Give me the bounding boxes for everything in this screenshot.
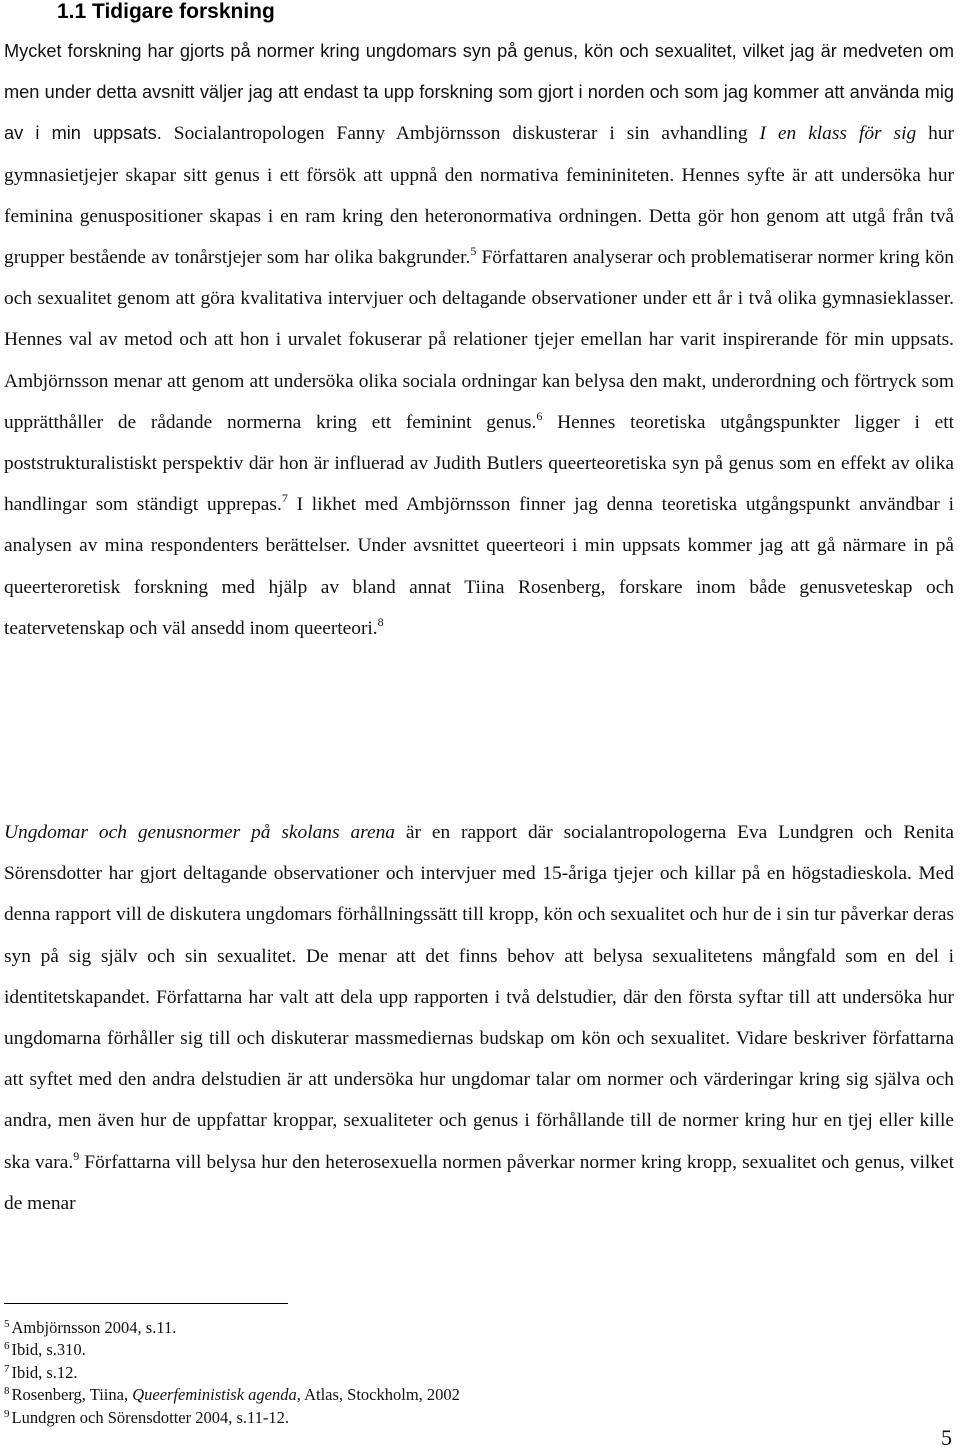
footnote-8 <box>4 1384 804 1406</box>
footnote-reference[interactable]: 6 <box>536 408 543 423</box>
paragraph-ambjornsson <box>4 31 954 649</box>
footnote-text: Lundgren och Sörensdotter 2004, s.11-12. <box>11 1407 290 1427</box>
footnote-number: 5 <box>4 1318 10 1330</box>
footnote-text: Ibid, s.310. <box>11 1340 86 1360</box>
paragraph-text: I likhet med Ambjörnsson finner jag denna teoretiska utgångspunkt användbar i analysen av mina respondenters berättelser. Under avsnittet queerteori i min uppsats kommer jag att gå närmare in på queerteroretisk forskning med hjälp av bland annat Tiina Rosenberg, forskare inom både genusveteskap och teatervetenskap och väl ansedd inom queerteori. <box>4 494 954 639</box>
footnote-number: 8 <box>4 1385 10 1398</box>
footnote-9 <box>4 1407 804 1429</box>
footnote-text: Atlas, Stockholm, 2002 <box>300 1385 460 1405</box>
footnote-reference[interactable]: 7 <box>281 491 288 506</box>
footnote-7 <box>4 1362 804 1384</box>
report-title: Ungdomar och genusnormer på skolans arena <box>4 822 395 843</box>
paragraph-text: Författarna vill belysa hur den heterosexuella normen påverkar normer kring kropp, sexualitet och genus, vilket de menar <box>4 1151 954 1214</box>
footnotes <box>4 1317 804 1429</box>
paragraph-text: Författaren analyserar och problematiserar normer kring kön och sexualitet genom att göra kvalitativa intervjuer och deltagande observationer under ett år i två olika gymnasieklasser. Hennes val av metod och att hon i urvalet fokuserar på relationer tjejer emellan har varit inspirerande för min uppsats. Ambjörnsson menar att genom att undersöka olika sociala ordningar kan belysa den makt, underordning och förtryck som upprätthåller de rådande normerna kring ett feminint genus. <box>4 247 954 433</box>
paragraph-text: Socialantropologen Fanny Ambjörnsson diskusterar i sin avhandling <box>161 123 760 145</box>
footnote-5 <box>4 1317 804 1339</box>
section-heading: 1.1 Tidigare forskning <box>57 0 275 23</box>
paragraph-text: hur gymnasietjejer skapar sitt genus i ett försök att uppnå den normativa femininiteten. Hennes syfte är att undersöka hur feminina genuspositioner skapas i en ram kring den heteronormativa ordningen. Detta gör hon genom att utgå från två grupper bestående av tonårstjejer som har olika bakgrunder. <box>4 123 954 269</box>
footnote-text: Rosenberg, Tiina, <box>11 1385 133 1405</box>
paragraph-lundgren <box>4 812 954 1224</box>
footnote-number: 6 <box>4 1340 10 1353</box>
footnote-number: 9 <box>4 1407 10 1420</box>
footnote-text: Ibid, s.12. <box>11 1362 78 1382</box>
paragraph-text: Mycket forskning har gjorts på normer kring ungdomars syn på genus, kön och sexualitet, vilket jag är medveten om men under detta avsnitt väljer jag att endast ta upp forskning som gjort i norden och som jag kommer att använda mig av i min uppsats. <box>4 41 954 144</box>
footnote-reference[interactable]: 9 <box>73 1148 80 1163</box>
footnote-6 <box>4 1339 804 1361</box>
paragraph-text: Hennes teoretiska utgångspunkter ligger i ett poststrukturalistiskt perspektiv där hon är influerad av Judith Butlers queerteoretiska syn på genus som en effekt av olika handlingar som ständigt upprepas. <box>4 411 955 516</box>
page-number: 5 <box>941 1425 952 1450</box>
footnote-book-title: Queerfeministisk agenda, <box>132 1385 301 1405</box>
footnote-separator <box>4 1303 288 1304</box>
book-title: I en klass för sig <box>759 123 917 145</box>
footnote-reference[interactable]: 8 <box>377 614 384 629</box>
paragraph-text: är en rapport där socialantropologerna Eva Lundgren och Renita Sörensdotter har gjort deltagande observationer och intervjuer med 15-åriga tjejer och killar på en högstadieskola. Med denna rapport vill de diskutera ungdomars förhållningssätt till kropp, kön och sexualitet och hur de i sin tur påverkar deras syn på sig själv och sin sexualitet. De menar att det finns behov att belysa sexualitetens mångfald som en del i identitetskapandet. Författarna har valt att dela upp rapporten i två delstudier, där den första syftar till att undersöka hur ungdomarna förhåller sig till och diskuterar massmediernas budskap om kön och sexualitet. Vidare beskriver författarna att syftet med den andra delstudien är att undersöka hur ungdomar talar om normer och värderingar kring sig själva och andra, men även hur de uppfattar kroppar, sexualiteter och genus i förhållande till de normer kring hur en tjej eller kille ska vara. <box>4 822 954 1173</box>
footnote-number: 7 <box>4 1362 10 1375</box>
footnote-reference[interactable]: 5 <box>470 244 477 259</box>
footnote-text: Ambjörnsson 2004, s.11. <box>11 1318 177 1337</box>
